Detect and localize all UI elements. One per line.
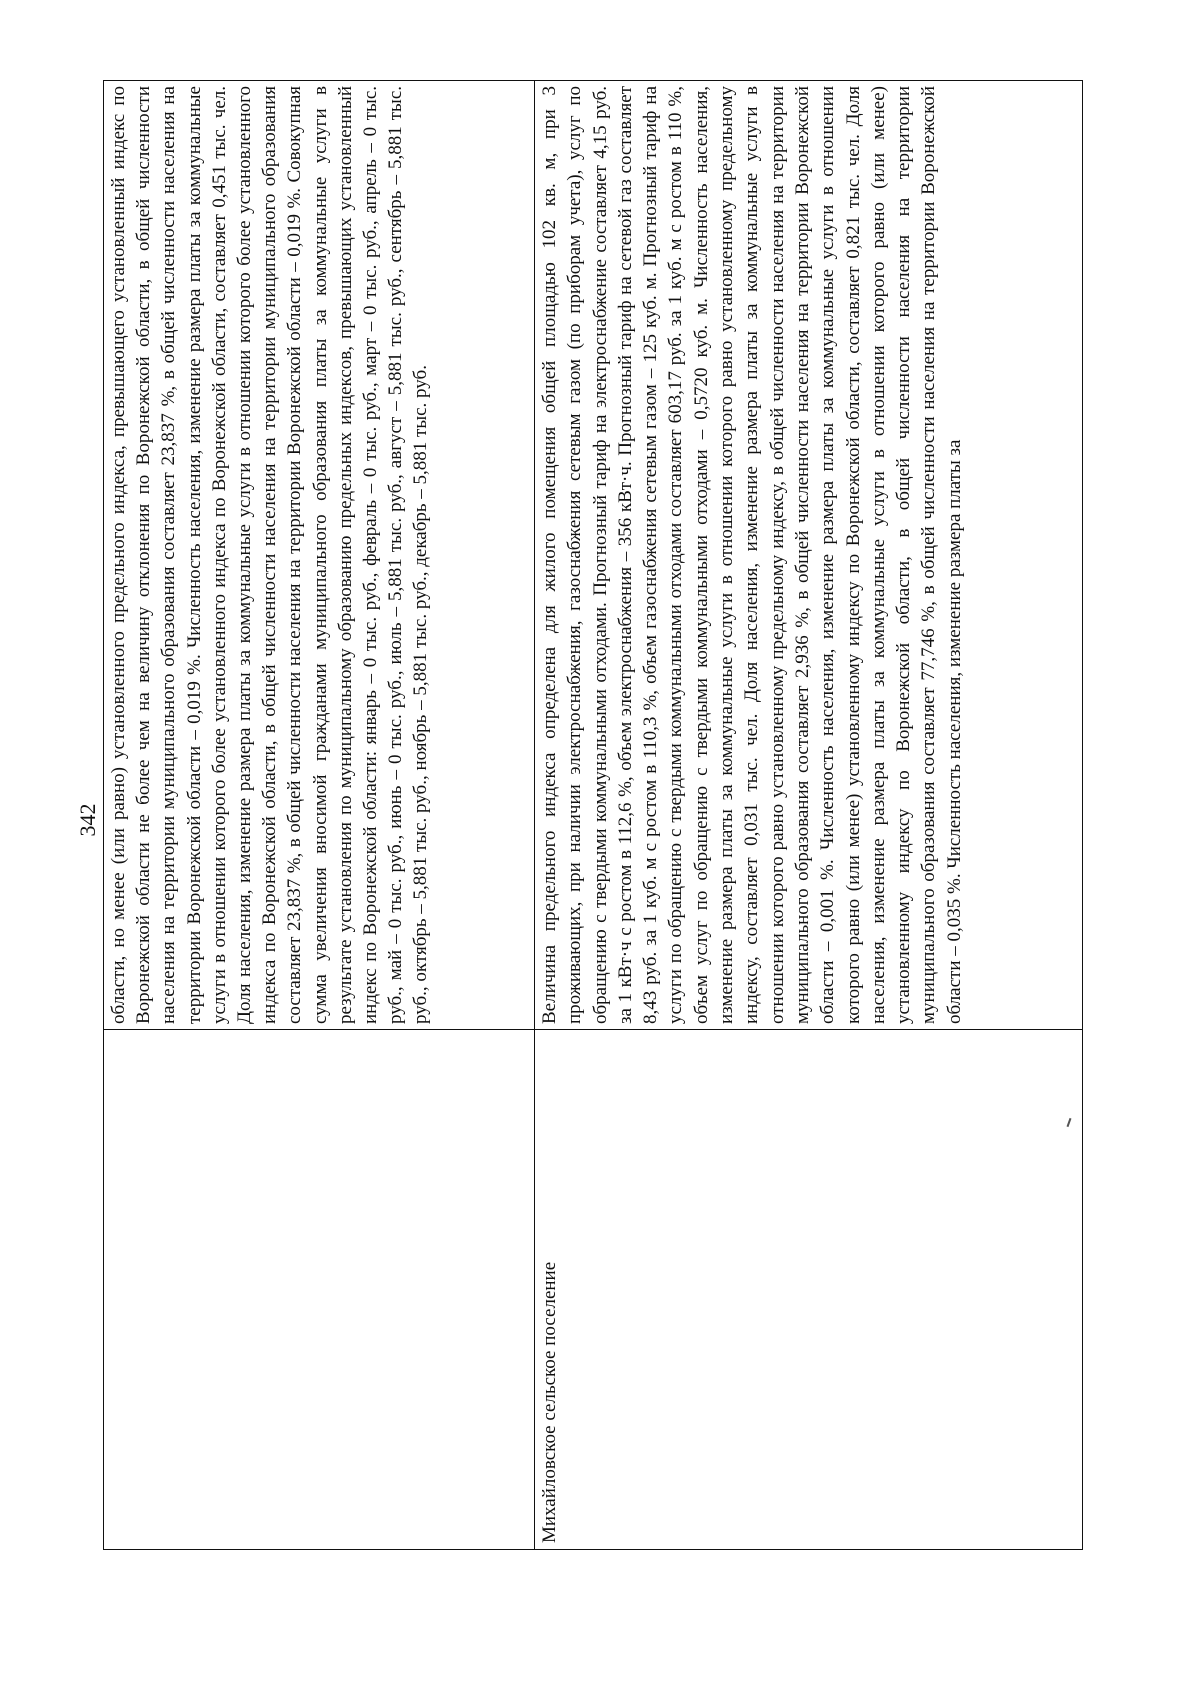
page-number: 342 xyxy=(75,803,100,837)
description-cell: Величина предельного индекса определена для жилого помещения общей площадью 102 кв. м, при 3 проживающих, при наличии электроснабжения, газоснабжения сетевым газом (по приборам учета), услуг по обращению с твердыми коммунальными отходами. Прогнозный тариф на электроснабжение составляет 4,15 руб. за 1 кВт·ч с ростом в 112,6 %, объем электроснабжения – 356 кВт·ч. Прогнозный тариф на сетевой газ составляет 8,43 руб. за 1 куб. м с ростом в 110,3 %, объем газоснабжения сетевым газом – 125 куб. м. Прогнозный тариф на услуги по обращению с твердыми коммунальными отходами составляет 603,17 руб. за 1 куб. м с ростом в 110 %, объем услуг по обращению с твердыми коммунальными отходами – 0,5720 куб. м. Численность населения, изменение размера платы за коммунальные услуги в отношении которого равно установленному предельному индексу, составляет 0,031 тыс. чел. Доля населения, изменение размера платы за коммунальные услуги в отношении которого равно установленному предельному индексу, в общей численности населения на территории муниципального образования составляет 2,936 %, в общей численности населения на территории Воронежской области – 0,001 %. Численность населения, изменение размера платы за коммунальные услуги в отношении которого равно (или менее) установленному индексу по Воронежской области, составляет 0,821 тыс. чел. Доля населения, изменение размера платы за коммунальные услуги в отношении которого равно (или менее) установленному индексу по Воронежской области, в общей численности населения на территории муниципального образования составляет 77,746 %, в общей численности населения на территории Воронежской области – 0,035 %. Численность населения, изменение размера платы за xyxy=(539,86,965,1024)
tariff-table xyxy=(103,80,1083,1550)
table-row xyxy=(534,81,1082,1549)
description-cell: области, но менее (или равно) установленного предельного индекса, превышающего установленный индекс по Воронежской области не более чем на величину отклонения по Воронежской области, в общей численности населения на территории муниципального образования составляет 23,837 %, в общей численности населения на территории Воронежской области – 0,019 %. Численность населения, изменение размера платы за коммунальные услуги в отношении которого более установленного индекса по Воронежской области, составляет 0,451 тыс. чел. Доля населения, изменение размера платы за коммунальные услуги в отношении которого более установленного индекса по Воронежской области, в общей численности населения на территории муниципального образования составляет 23,837 %, в общей численности населения на территории Воронежской области – 0,019 %. Совокупная сумма увеличения вносимой гражданами муниципального образования платы за коммунальные услуги в результате установления по муниципальному образованию предельных индексов, превышающих установленный индекс по Воронежской области: январь – 0 тыс. руб., февраль – 0 тыс. руб., март – 0 тыс. руб., апрель – 0 тыс. руб., май – 0 тыс. руб., июнь – 0 тыс. руб., июль – 5,881 тыс. руб., август – 5,881 тыс. руб., сентябрь – 5,881 тыс. руб., октябрь – 5,881 тыс. руб., ноябрь – 5,881 тыс. руб., декабрь – 5,881 тыс. руб. xyxy=(108,86,432,1024)
table-row xyxy=(104,81,534,1549)
municipality-cell: Михайловское сельское поселение xyxy=(535,1029,1082,1549)
municipality-cell xyxy=(104,1029,534,1549)
